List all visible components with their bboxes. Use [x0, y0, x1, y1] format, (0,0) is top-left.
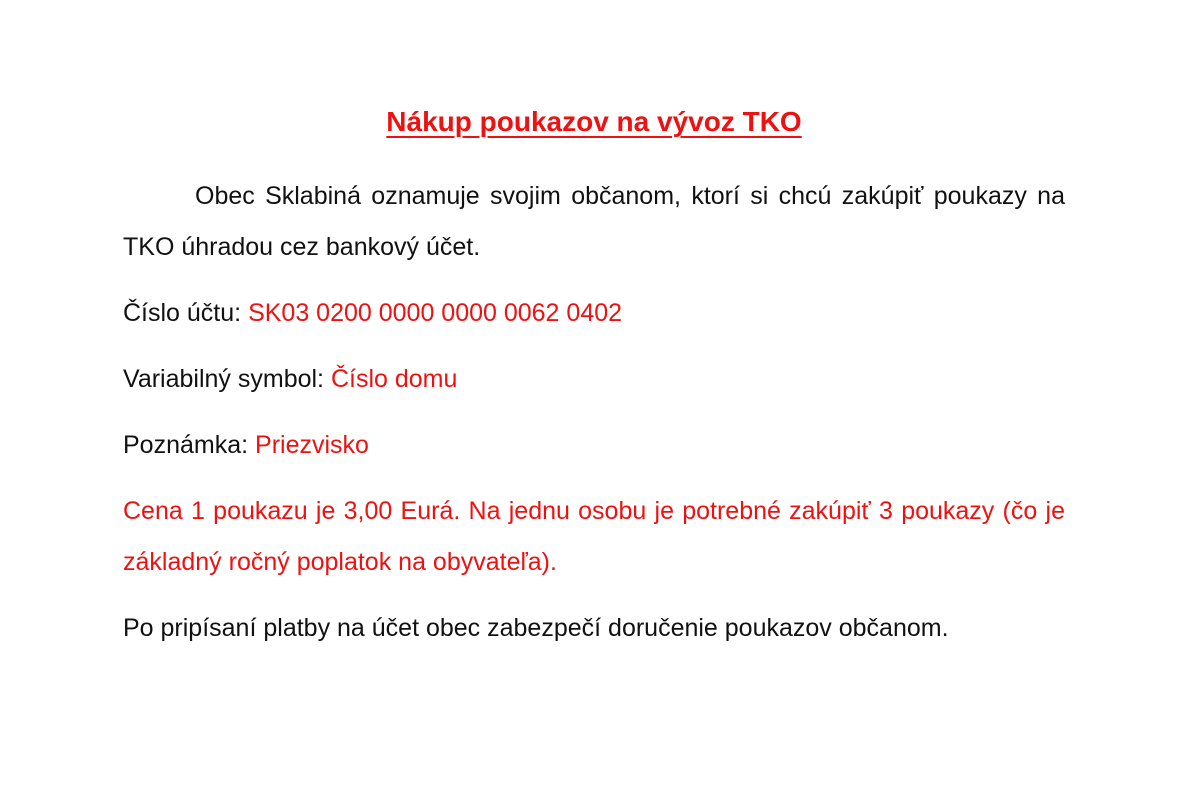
variable-symbol-value: Číslo domu [330, 365, 458, 393]
intro-paragraph: Obec Sklabiná oznamuje svojim občanom, ktorí si chcú zakúpiť poukazy na TKO úhradou cez bankový účet. [123, 182, 1065, 261]
document-title: Nákup poukazov na vývoz TKO [386, 106, 802, 137]
note-value: Priezvisko [255, 431, 369, 459]
note-line [123, 420, 1065, 471]
price-paragraph: Cena 1 poukazu je 3,00 Eurá. Na jednu osobu je potrebné zakúpiť 3 poukazy (čo je základný ročný poplatok na obyvateľa). [123, 497, 1065, 576]
account-line [123, 288, 1065, 339]
variable-symbol-label: Variabilný symbol: [123, 365, 331, 393]
closing-paragraph: Po pripísaní platby na účet obec zabezpečí doručenie poukazov občanom. [123, 614, 949, 642]
variable-symbol-line [123, 354, 1065, 405]
document-page [123, 100, 1065, 654]
account-label: Číslo účtu: [123, 299, 249, 327]
account-number: SK03 0200 0000 0000 0062 0402 [248, 299, 623, 327]
note-label: Poznámka: [123, 431, 256, 459]
